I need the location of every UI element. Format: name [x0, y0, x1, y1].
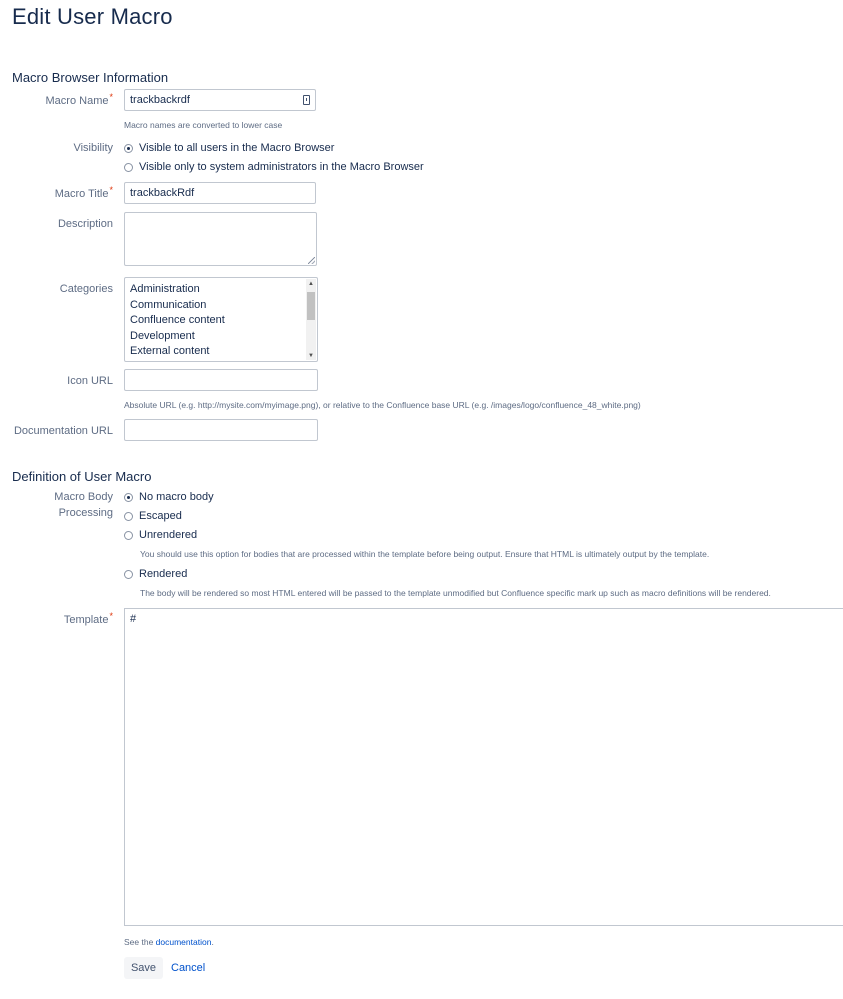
documentation-note: See the documentation.	[124, 937, 214, 947]
radio-checked-icon[interactable]	[124, 144, 133, 153]
rendered-hint: The body will be rendered so most HTML entered will be passed to the template unmodified but Confluence specific mark up such as macro definitions will be rendered.	[140, 588, 771, 598]
macro-name-value: trackbackrdf	[130, 94, 190, 106]
macro-name-label: Macro Name*	[45, 92, 113, 107]
categories-scrollbar[interactable]	[306, 279, 316, 360]
scroll-down-icon[interactable]: ▼	[308, 353, 314, 359]
category-option[interactable]: Confluence content	[130, 314, 225, 326]
body-processing-label: Macro Body Processing	[54, 491, 113, 519]
body-option-none[interactable]: No macro body	[124, 489, 214, 505]
required-asterisk: *	[109, 92, 113, 102]
body-option-rendered[interactable]: Rendered	[124, 566, 187, 582]
icon-url-label: Icon URL	[67, 375, 113, 387]
template-label: Template*	[63, 611, 113, 626]
icon-url-hint: Absolute URL (e.g. http://mysite.com/myimage.png), or relative to the Confluence base URL (e.g. /images/logo/confluence_48_white.png)	[124, 400, 641, 410]
required-asterisk: *	[109, 185, 113, 195]
category-option[interactable]: Administration	[130, 283, 200, 295]
body-option-unrendered[interactable]: Unrendered	[124, 527, 197, 543]
section-title-browser-info: Macro Browser Information	[12, 70, 169, 85]
visibility-option-all[interactable]: Visible to all users in the Macro Browser	[124, 140, 334, 156]
macro-name-input[interactable]	[124, 89, 316, 111]
scroll-thumb[interactable]	[307, 292, 315, 320]
body-option-escaped[interactable]: Escaped	[124, 508, 182, 524]
radio-checked-icon[interactable]	[124, 493, 133, 502]
radio-unchecked-icon[interactable]	[124, 531, 133, 540]
unrendered-hint: You should use this option for bodies that are processed within the template before being output. Ensure that HTML is ultimately output by the template.	[140, 549, 710, 559]
radio-unchecked-icon[interactable]	[124, 512, 133, 521]
categories-label: Categories	[59, 283, 113, 295]
template-editor[interactable]: #	[124, 608, 843, 926]
documentation-url-label: Documentation URL	[13, 425, 113, 437]
documentation-link[interactable]: documentation	[155, 937, 212, 947]
save-button[interactable]: Save	[124, 957, 163, 979]
password-manager-icon[interactable]	[303, 95, 310, 105]
section-title-definition: Definition of User Macro	[12, 469, 152, 484]
visibility-label: Visibility	[73, 142, 113, 154]
required-asterisk: *	[109, 611, 113, 621]
categories-listbox[interactable]	[124, 277, 318, 362]
description-label: Description	[57, 218, 113, 230]
resize-grip-icon[interactable]	[308, 257, 315, 264]
visibility-option-admins[interactable]: Visible only to system administrators in the Macro Browser	[124, 159, 424, 175]
icon-url-input[interactable]	[124, 369, 318, 391]
page-title: Edit User Macro	[12, 4, 173, 29]
cancel-link[interactable]: Cancel	[171, 962, 206, 974]
category-option[interactable]: Communication	[130, 298, 207, 311]
category-option[interactable]: Development	[130, 329, 195, 342]
macro-title-input[interactable]: trackbackRdf	[124, 182, 316, 204]
radio-unchecked-icon[interactable]	[124, 163, 133, 172]
macro-name-hint: Macro names are converted to lower case	[124, 120, 283, 130]
scroll-up-icon[interactable]: ▲	[308, 281, 314, 287]
documentation-url-input[interactable]	[124, 419, 318, 441]
description-textarea[interactable]	[124, 212, 317, 266]
category-option[interactable]: External content	[130, 345, 210, 357]
macro-title-label: Macro Title*	[54, 185, 113, 200]
radio-unchecked-icon[interactable]	[124, 570, 133, 579]
